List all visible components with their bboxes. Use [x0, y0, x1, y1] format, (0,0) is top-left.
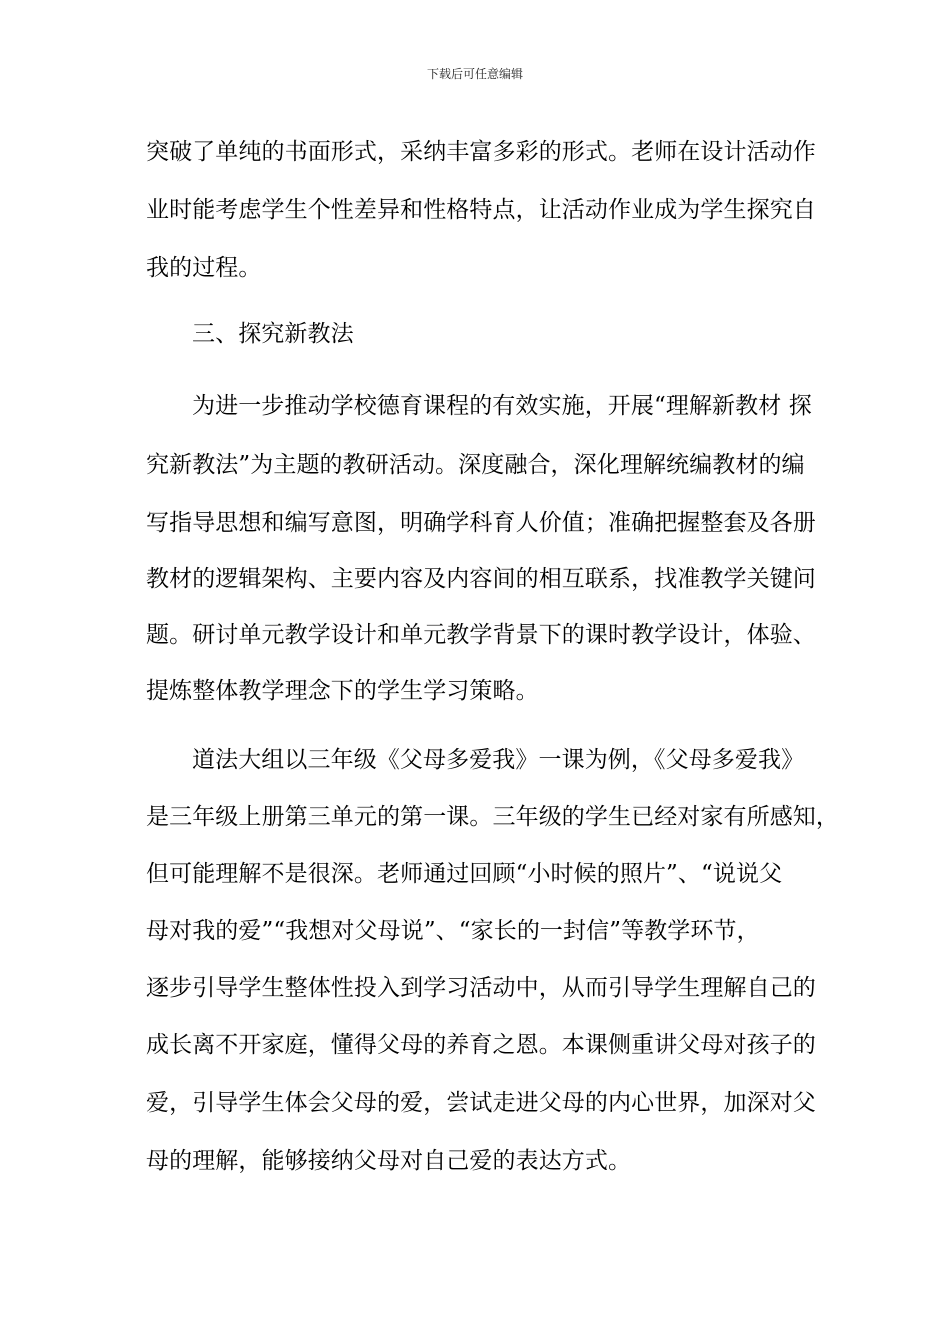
page-header: 下载后可任意编辑 — [426, 67, 523, 81]
paragraph-2-line-1: 为进一步推动学校德育课程的有效实施，开展“理解新教材 探 — [192, 393, 812, 419]
paragraph-1-line-3: 我的过程。 — [146, 255, 262, 281]
section-heading: 三、探究新教法 — [192, 321, 354, 347]
paragraph-1-line-1: 突破了单纯的书面形式，采纳丰富多彩的形式。老师在设计活动作 — [146, 139, 816, 165]
paragraph-2-line-2: 究新教法”为主题的教研活动。深度融合，深化理解统编教材的编 — [146, 452, 805, 478]
paragraph-3-line-4: 母对我的爱”“我想对父母说”、“家长的一封信”等教学环节， — [146, 918, 760, 944]
paragraph-3-line-5: 逐步引导学生整体性投入到学习活动中，从而引导学生理解自己的 — [146, 975, 816, 1001]
paragraph-2-line-4: 教材的逻辑架构、主要内容及内容间的相互联系，找准教学关键问 — [146, 566, 816, 592]
paragraph-3-line-6: 成长离不开家庭，懂得父母的养育之恩。本课侧重讲父母对孩子的 — [146, 1032, 816, 1058]
paragraph-3-line-8: 母的理解，能够接纳父母对自己爱的表达方式。 — [146, 1148, 632, 1174]
paragraph-2-line-3: 写指导思想和编写意图，明确学科育人价值；准确把握整套及各册 — [146, 510, 816, 536]
paragraph-3-line-1: 道法大组以三年级《父母多爱我》一课为例，《父母多爱我》 — [192, 747, 805, 773]
paragraph-3-line-2: 是三年级上册第三单元的第一课。三年级的学生已经对家有所感知， — [146, 804, 839, 830]
paragraph-2-line-6: 提炼整体教学理念下的学生学习策略。 — [146, 678, 539, 704]
paragraph-1-line-2: 业时能考虑学生个性差异和性格特点，让活动作业成为学生探究自 — [146, 197, 816, 223]
paragraph-2-line-5: 题。研讨单元教学设计和单元教学背景下的课时教学设计，体验、 — [146, 622, 816, 648]
paragraph-3-line-3: 但可能理解不是很深。老师通过回顾“小时候的照片”、“说说父 — [146, 861, 783, 887]
paragraph-3-line-7: 爱，引导学生体会父母的爱，尝试走进父母的内心世界，加深对父 — [146, 1090, 816, 1116]
